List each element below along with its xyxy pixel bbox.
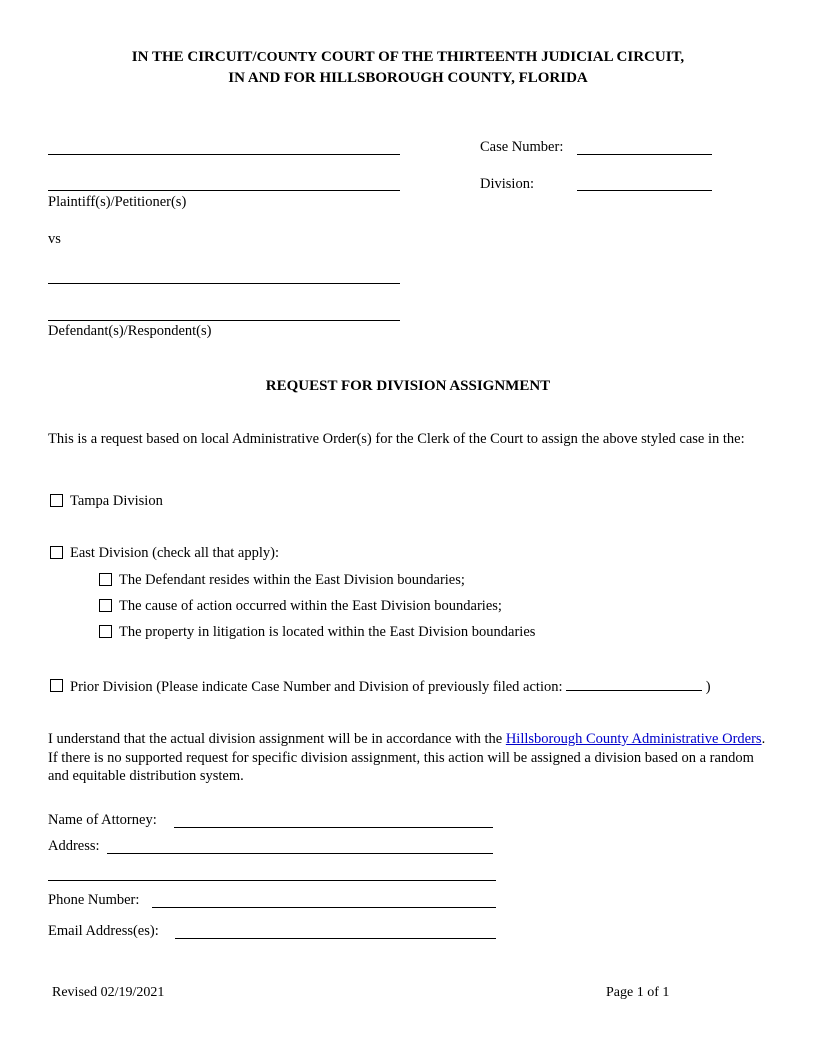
attorney-label: Name of Attorney: xyxy=(48,812,157,828)
case-number-field[interactable] xyxy=(577,154,712,155)
plaintiff-line-1[interactable] xyxy=(48,154,400,155)
address-label: Address: xyxy=(48,838,100,854)
east-division-label: East Division (check all that apply): xyxy=(70,545,279,561)
division-field[interactable] xyxy=(577,190,712,191)
header-text-county: COUNTY xyxy=(256,50,318,65)
statement-paragraph xyxy=(48,730,770,786)
versus-text: vs xyxy=(48,231,61,247)
email-field[interactable] xyxy=(175,938,496,939)
prior-division-row xyxy=(70,678,711,696)
prior-division-field[interactable] xyxy=(566,678,702,691)
east-defendant-resides-label: The Defendant resides within the East Division boundaries; xyxy=(119,572,465,588)
email-label: Email Address(es): xyxy=(48,923,159,939)
statement-text-2: . If there is no supported request for specific division assignment, this action will be assigned a division based on a random and equitable distribution system. xyxy=(48,731,766,784)
header-text-a: IN THE CIRCUIT/ xyxy=(131,49,257,65)
east-property-checkbox[interactable] xyxy=(99,625,112,638)
case-number-label: Case Number: xyxy=(480,139,564,155)
address-field-line-2[interactable] xyxy=(48,880,496,881)
court-header-line2: IN AND FOR HILLSBOROUGH COUNTY, FLORIDA xyxy=(228,70,588,86)
prior-division-close: ) xyxy=(702,679,711,695)
phone-field[interactable] xyxy=(152,907,496,908)
phone-label: Phone Number: xyxy=(48,892,140,908)
plaintiff-line-2[interactable] xyxy=(48,190,400,191)
attorney-field[interactable] xyxy=(174,827,493,828)
east-cause-of-action-checkbox[interactable] xyxy=(99,599,112,612)
page-number: Page 1 of 1 xyxy=(606,985,670,1000)
east-property-label: The property in litigation is located within the East Division boundaries xyxy=(119,624,536,640)
defendant-line-1[interactable] xyxy=(48,283,400,284)
defendant-line-2[interactable] xyxy=(48,320,400,321)
tampa-division-checkbox[interactable] xyxy=(50,494,63,507)
prior-division-label: Prior Division (Please indicate Case Number and Division of previously filed action: xyxy=(70,679,567,695)
revised-date: Revised 02/19/2021 xyxy=(52,985,165,1000)
east-defendant-resides-checkbox[interactable] xyxy=(99,573,112,586)
statement-text-1: I understand that the actual division assignment will be in accordance with the xyxy=(48,731,506,747)
address-field[interactable] xyxy=(107,853,493,854)
division-label: Division: xyxy=(480,176,534,192)
administrative-orders-link[interactable]: Hillsborough County Administrative Orders xyxy=(505,731,762,747)
header-text-c: COURT OF THE THIRTEENTH JUDICIAL CIRCUIT, xyxy=(317,49,685,65)
east-cause-of-action-label: The cause of action occurred within the East Division boundaries; xyxy=(119,598,502,614)
intro-paragraph: This is a request based on local Administrative Order(s) for the Clerk of the Court to assign the above styled case in the: xyxy=(48,431,745,447)
tampa-division-label: Tampa Division xyxy=(70,493,163,509)
plaintiff-label: Plaintiff(s)/Petitioner(s) xyxy=(48,194,187,210)
court-header-line1 xyxy=(0,49,816,66)
prior-division-checkbox[interactable] xyxy=(50,679,63,692)
document-title: REQUEST FOR DIVISION ASSIGNMENT xyxy=(265,378,551,394)
defendant-label: Defendant(s)/Respondent(s) xyxy=(48,323,212,339)
east-division-checkbox[interactable] xyxy=(50,546,63,559)
